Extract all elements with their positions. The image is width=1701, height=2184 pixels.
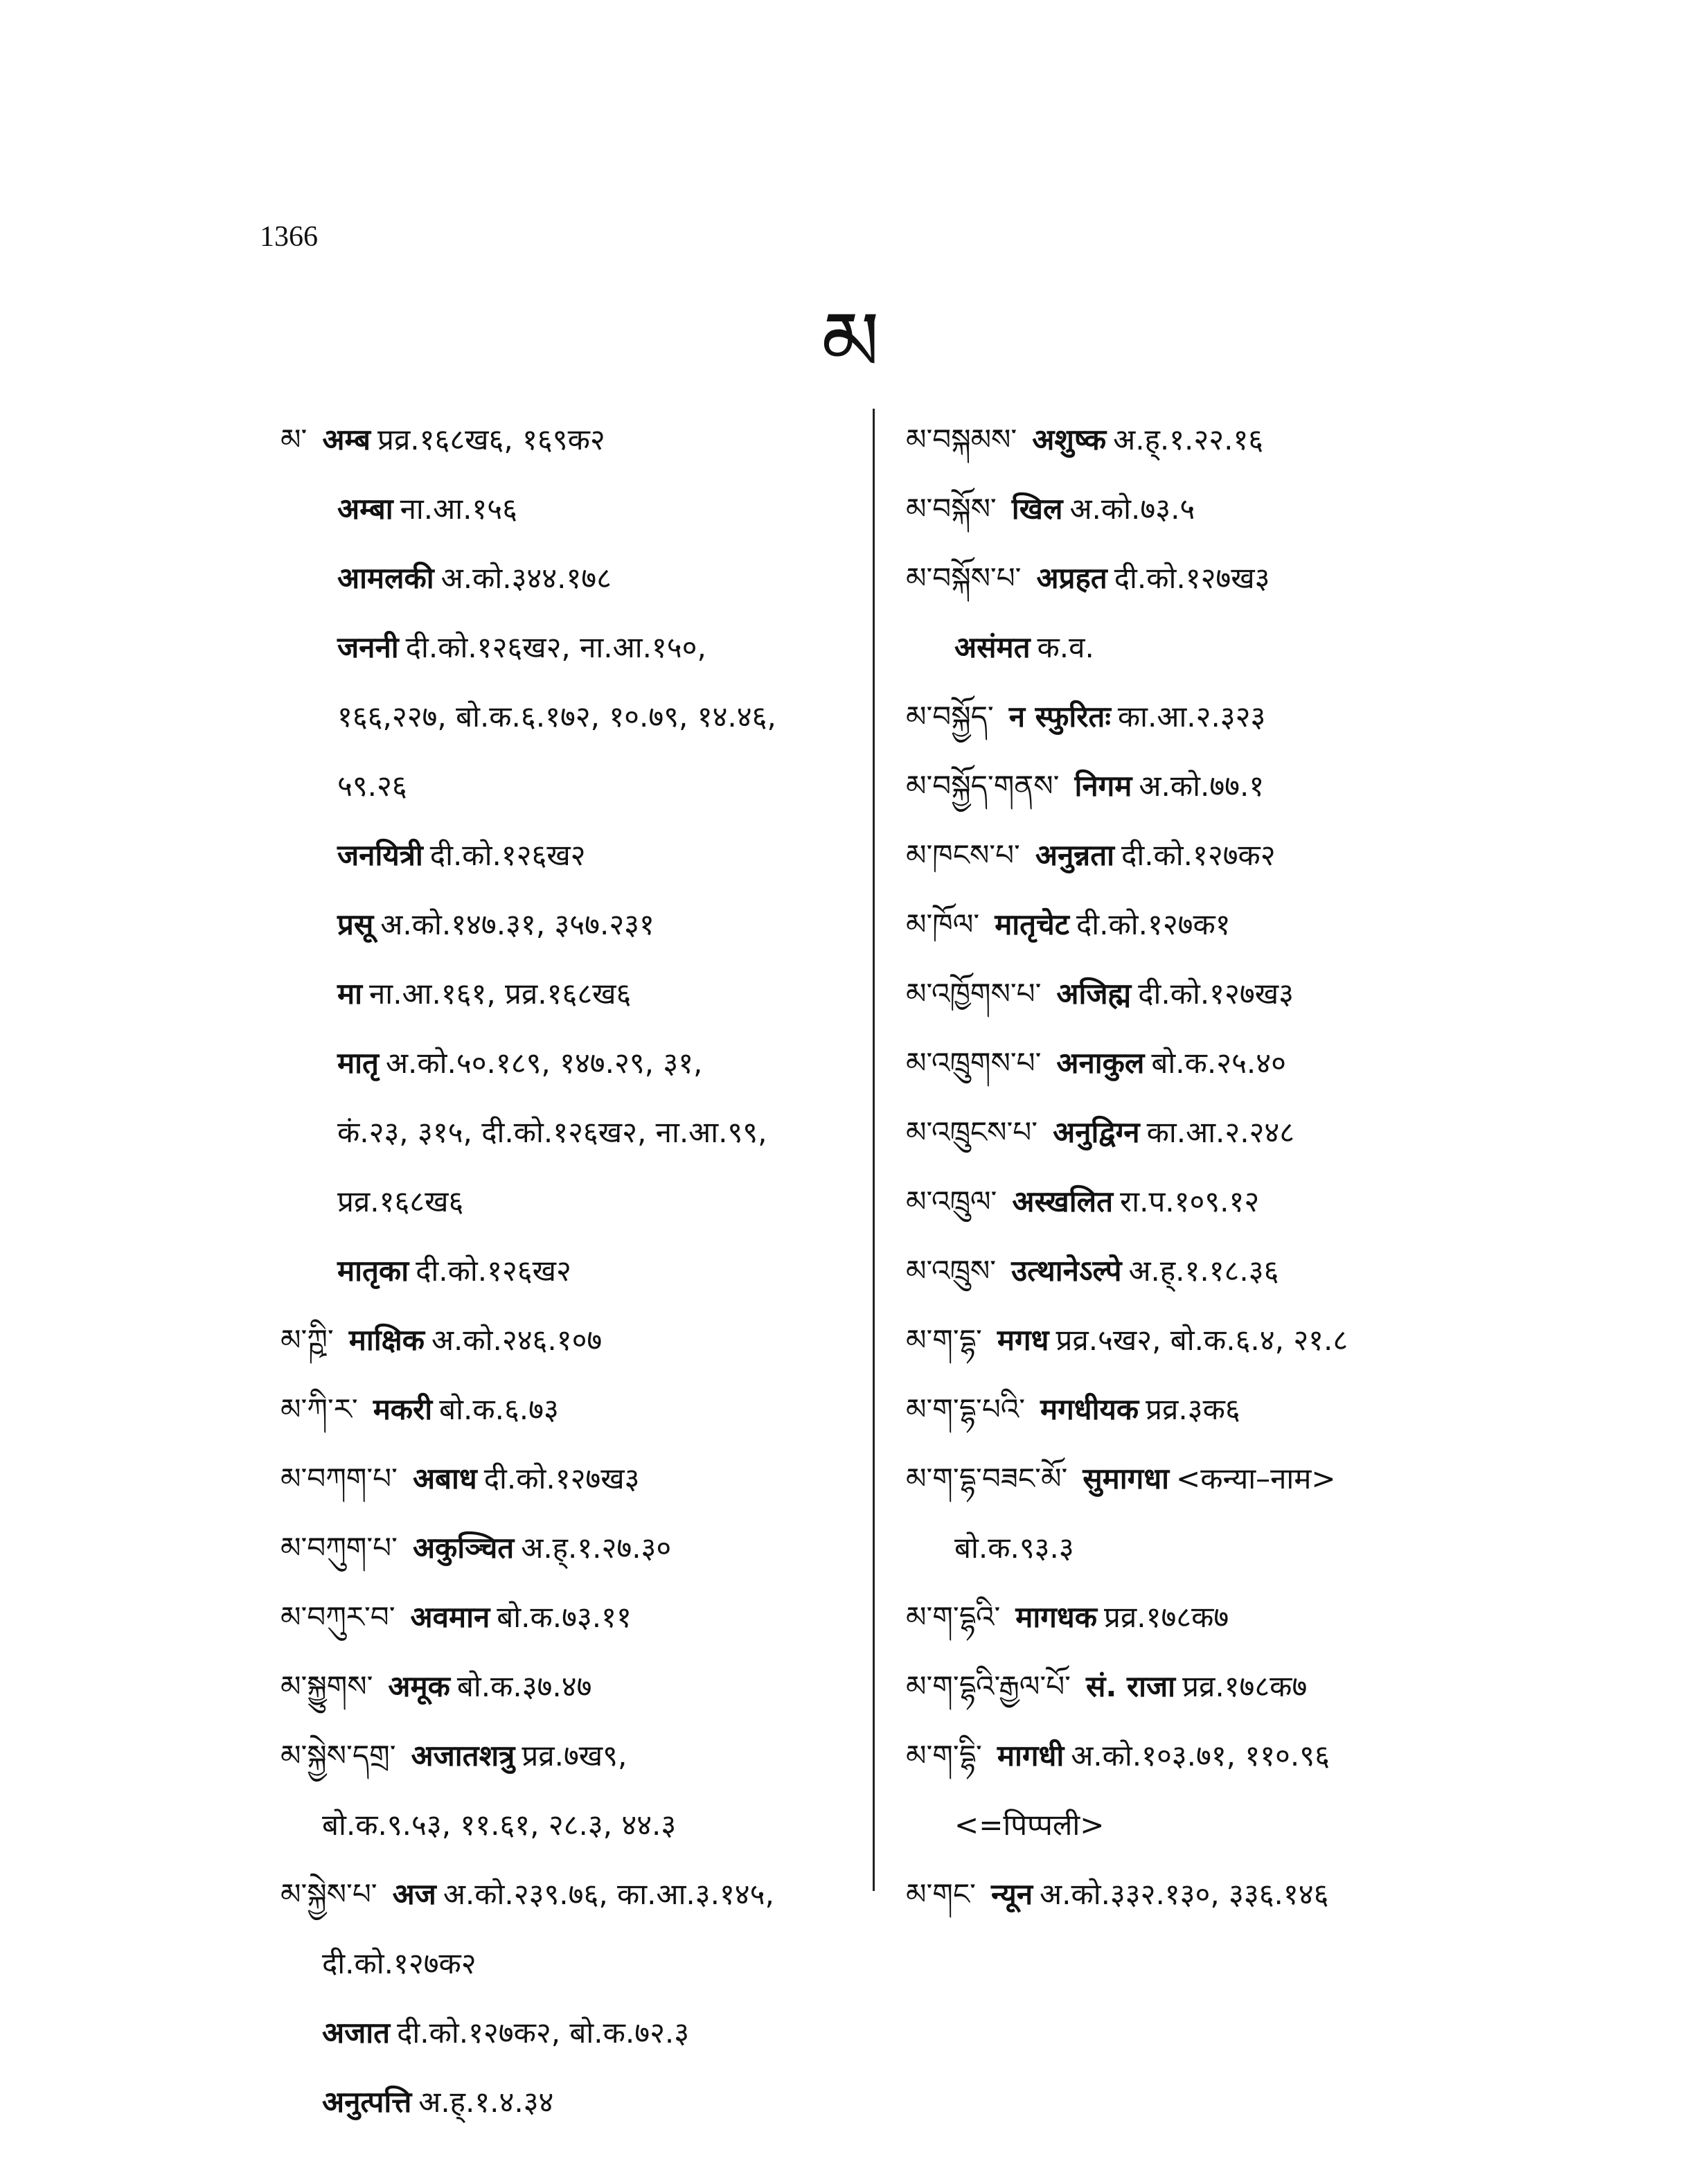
tibetan-headword: མ་བཀུར་བ་ <box>280 1600 395 1634</box>
sanskrit-term: उत्थानेऽल्पे <box>1011 1254 1122 1288</box>
source-reference: दी.को.१२७ख३ <box>1114 561 1270 595</box>
dictionary-line <box>274 1444 883 1513</box>
dictionary-line <box>274 890 883 959</box>
tibetan-headword: མ་ཀི་ར་ <box>280 1392 358 1426</box>
source-reference: अ.को.१४७.३१, ३५७.२३१ <box>380 907 654 941</box>
sanskrit-term: अनुत्पत्ति <box>322 2085 412 2119</box>
dictionary-line <box>899 1306 1467 1375</box>
dictionary-line <box>899 1236 1467 1306</box>
dictionary-line <box>899 959 1467 1029</box>
tibetan-headword: མ་ <box>280 423 308 456</box>
source-reference: <कन्या–नाम> <box>1176 1462 1336 1495</box>
source-reference: दी.को.१२७ख३ <box>483 1462 640 1495</box>
dictionary-line <box>274 752 883 821</box>
source-reference: प्रव्र.१७८क७ <box>1182 1669 1308 1703</box>
sanskrit-term: जननी <box>337 630 399 664</box>
source-reference: अ.को.५०.१८९, १४७.२९, ३१, <box>385 1046 703 1080</box>
tibetan-headword: མ་ཁངས་པ་ <box>906 838 1020 872</box>
sanskrit-term: अनुन्नता <box>1035 838 1115 872</box>
source-reference: अ.को.३४४.१७८ <box>440 561 612 595</box>
dictionary-line <box>274 405 883 474</box>
dictionary-line <box>899 1375 1467 1444</box>
dictionary-line <box>899 1513 1467 1583</box>
sanskrit-term: मकरी <box>373 1392 433 1426</box>
dictionary-line <box>274 1098 883 1167</box>
source-reference: दी.को.१२६ख२, ना.आ.१५०, <box>405 630 706 664</box>
sanskrit-term: सुमागधा <box>1083 1462 1170 1495</box>
tibetan-headword: མ་བཀག་པ་ <box>280 1462 398 1495</box>
sanskrit-term: अबाध <box>412 1462 477 1495</box>
source-reference: ना.आ.१५६ <box>400 492 517 526</box>
sanskrit-term: अनाकुल <box>1056 1046 1145 1080</box>
tibetan-headword: མ་འཁྱོགས་པ་ <box>906 977 1042 1011</box>
source-reference: प्रव्र.१६८ख६, १६९क२ <box>377 423 605 456</box>
sanskrit-term: मातृका <box>337 1254 409 1288</box>
source-reference: दी.को.१२७क२, बो.क.७२.३ <box>397 2016 690 2050</box>
source-reference: दी.को.१२६ख२ <box>416 1254 571 1288</box>
dictionary-line <box>274 1306 883 1375</box>
tibetan-headword: མ་འཁྲུས་ <box>906 1254 997 1288</box>
source-reference: दी.को.१२६ख२ <box>429 838 586 872</box>
dictionary-line <box>274 474 883 544</box>
source-reference: बो.क.३७.४७ <box>456 1669 592 1703</box>
column-divider <box>873 409 875 1891</box>
tibetan-headword: མ་ཁོལ་ <box>906 907 980 941</box>
sanskrit-term: मागधी <box>997 1739 1065 1773</box>
source-reference: १६६,२२७, बो.क.६.१७२, १०.७९, १४.४६, <box>337 700 776 734</box>
tibetan-headword: མ་སྐྱུགས་ <box>280 1669 373 1703</box>
dictionary-line <box>899 890 1467 959</box>
sanskrit-term: अकुञ्चित <box>412 1531 515 1565</box>
sanskrit-term: मातृचेट <box>995 907 1069 941</box>
section-heading-letter: མ <box>821 294 880 391</box>
dictionary-line <box>274 682 883 752</box>
dictionary-line <box>899 1860 1467 1929</box>
sanskrit-term: असंमत <box>954 630 1031 664</box>
dictionary-line <box>274 1375 883 1444</box>
tibetan-headword: མ་ག་དྷ་ <box>906 1323 982 1357</box>
sanskrit-term: अम्बा <box>337 492 393 526</box>
sanskrit-term: अजिह्म <box>1056 977 1132 1011</box>
tibetan-headword: མ་བསྐམས་ <box>906 423 1017 456</box>
source-reference: बो.क.९.५३, ११.६१, २८.३, ४४.३ <box>322 1808 677 1842</box>
sanskrit-term: अजात <box>322 2016 391 2050</box>
dictionary-line <box>274 1652 883 1721</box>
source-reference: प्रव्र.७ख९, <box>522 1739 627 1773</box>
source-reference: अ.को.२४६.१०७ <box>431 1323 603 1357</box>
source-reference: प्रव्र.५ख२, बो.क.६.४, २१.८ <box>1056 1323 1348 1357</box>
dictionary-line <box>274 1791 883 1860</box>
sanskrit-term: अनुद्विग्न <box>1053 1115 1140 1149</box>
sanskrit-term: अजातशत्रु <box>411 1739 515 1773</box>
sanskrit-term: अप्रहत <box>1036 561 1107 595</box>
source-reference: प्रव्र.१७८क७ <box>1104 1600 1229 1634</box>
source-reference: दी.को.१२७ख३ <box>1138 977 1294 1011</box>
source-reference: दी.को.१२७क२ <box>322 1946 477 1980</box>
dictionary-line <box>274 959 883 1029</box>
tibetan-headword: མ་ག་དྷི་ <box>906 1739 982 1773</box>
dictionary-line <box>899 682 1467 752</box>
source-reference: अ.को.२३९.७६, का.आ.३.१४५, <box>443 1877 774 1911</box>
tibetan-headword: མ་སྐྱེས་དགྲ་ <box>280 1739 396 1773</box>
sanskrit-term: खिल <box>1011 492 1063 526</box>
source-reference: <=पिप्पली> <box>954 1808 1105 1842</box>
dictionary-line <box>274 1513 883 1583</box>
sanskrit-term: माक्षिक <box>348 1323 425 1357</box>
source-reference: ५९.२६ <box>337 769 407 803</box>
page-number: 1366 <box>260 221 318 253</box>
source-reference: रा.प.१०९.१२ <box>1120 1184 1260 1218</box>
tibetan-headword: མ་ཀྵི་ <box>280 1323 334 1357</box>
source-reference: अ.ह्.१.२७.३० <box>521 1531 672 1565</box>
source-reference: दी.को.१२७क२ <box>1121 838 1276 872</box>
tibetan-headword: མ་བསྐོས་ <box>906 492 997 526</box>
source-reference: बो.क.९३.३ <box>954 1531 1074 1565</box>
tibetan-headword: མ་བསྐྱོད་གནས་ <box>906 769 1060 803</box>
source-reference: अ.को.३३२.१३०, ३३६.१४६ <box>1040 1877 1329 1911</box>
dictionary-line <box>274 1929 883 1998</box>
sanskrit-term: अमूक <box>388 1669 450 1703</box>
dictionary-line <box>274 544 883 613</box>
dictionary-line <box>899 1721 1467 1791</box>
source-reference: प्रव्र.३क६ <box>1146 1392 1240 1426</box>
dictionary-line <box>899 1029 1467 1098</box>
sanskrit-term: न्यून <box>990 1877 1033 1911</box>
dictionary-line <box>899 1098 1467 1167</box>
sanskrit-term: अवमान <box>410 1600 490 1634</box>
dictionary-line <box>274 1721 883 1791</box>
source-reference: अ.को.१०३.७१, ११०.९६ <box>1071 1739 1330 1773</box>
dictionary-line <box>274 1860 883 1929</box>
source-reference: का.आ.२.२४८ <box>1146 1115 1295 1149</box>
source-reference: अ.ह्.१.४.३४ <box>418 2085 554 2119</box>
sanskrit-term: अशुष्क <box>1032 423 1107 456</box>
source-reference: अ.ह्.१.२२.१६ <box>1113 423 1264 456</box>
tibetan-headword: མ་འཁྲུལ་ <box>906 1184 997 1218</box>
source-reference: प्रव्र.१६८ख६ <box>337 1184 464 1218</box>
dictionary-line <box>899 752 1467 821</box>
sanskrit-term: न स्फुरितः <box>1008 700 1111 734</box>
sanskrit-term: मातृ <box>337 1046 379 1080</box>
sanskrit-term: मा <box>337 977 362 1011</box>
sanskrit-term: अज <box>392 1877 436 1911</box>
dictionary-line <box>899 474 1467 544</box>
tibetan-headword: མ་ག་དྷའི་རྒྱལ་པོ་ <box>906 1669 1071 1703</box>
dictionary-line <box>274 1029 883 1098</box>
source-reference: अ.को.७७.१ <box>1139 769 1265 803</box>
dictionary-line <box>899 405 1467 474</box>
source-reference: दी.को.१२७क१ <box>1076 907 1231 941</box>
sanskrit-term: प्रसू <box>337 907 374 941</box>
tibetan-headword: མ་ག་དྷ་པའི་ <box>906 1392 1026 1426</box>
tibetan-headword: མ་ག་དྷའི་ <box>906 1600 1001 1634</box>
dictionary-line <box>274 2068 883 2137</box>
sanskrit-term: अम्ब <box>322 423 371 456</box>
dictionary-line <box>274 1236 883 1306</box>
source-reference: बो.क.६.७३ <box>439 1392 559 1426</box>
source-reference: का.आ.२.३२३ <box>1117 700 1266 734</box>
dictionary-line <box>899 1583 1467 1652</box>
tibetan-headword: མ་བསྐྱོད་ <box>906 700 994 734</box>
left-column <box>274 405 883 2137</box>
sanskrit-term: आमलकी <box>337 561 434 595</box>
tibetan-headword: མ་འཁྲུངས་པ་ <box>906 1115 1038 1149</box>
dictionary-line <box>274 821 883 890</box>
dictionary-line <box>899 613 1467 682</box>
source-reference: बो.क.२५.४० <box>1151 1046 1286 1080</box>
source-reference: बो.क.७३.११ <box>497 1600 632 1634</box>
dictionary-line <box>274 1167 883 1236</box>
dictionary-line <box>899 544 1467 613</box>
sanskrit-term: जनयित्री <box>337 838 423 872</box>
sanskrit-term: अस्खलित <box>1012 1184 1114 1218</box>
tibetan-headword: མ་འཁྲུགས་པ་ <box>906 1046 1042 1080</box>
dictionary-line <box>899 1444 1467 1513</box>
dictionary-line <box>274 613 883 682</box>
source-reference: ना.आ.१६१, प्रव्र.१६८ख६ <box>369 977 632 1011</box>
source-reference: अ.ह्.१.१८.३६ <box>1128 1254 1279 1288</box>
source-reference: क.व. <box>1037 630 1094 664</box>
sanskrit-term: मगध <box>997 1323 1049 1357</box>
dictionary-line <box>899 1167 1467 1236</box>
dictionary-line <box>899 821 1467 890</box>
sanskrit-term: सं. राजा <box>1085 1669 1176 1703</box>
dictionary-line <box>899 1652 1467 1721</box>
dictionary-line <box>274 1998 883 2068</box>
right-column <box>899 405 1467 1929</box>
tibetan-headword: མ་ག་དྷ་བཟང་མོ་ <box>906 1462 1068 1495</box>
tibetan-headword: མ་སྐྱེས་པ་ <box>280 1877 377 1911</box>
tibetan-headword: མ་གང་ <box>906 1877 976 1911</box>
source-reference: अ.को.७३.५ <box>1069 492 1195 526</box>
sanskrit-term: मगधीयक <box>1040 1392 1139 1426</box>
dictionary-line <box>274 1583 883 1652</box>
dictionary-line <box>899 1791 1467 1860</box>
sanskrit-term: निगम <box>1074 769 1132 803</box>
sanskrit-term: मागधक <box>1015 1600 1098 1634</box>
source-reference: कं.२३, ३१५, दी.को.१२६ख२, ना.आ.९९, <box>337 1115 767 1149</box>
tibetan-headword: མ་བཀུག་པ་ <box>280 1531 398 1565</box>
tibetan-headword: མ་བསྐོས་པ་ <box>906 561 1022 595</box>
